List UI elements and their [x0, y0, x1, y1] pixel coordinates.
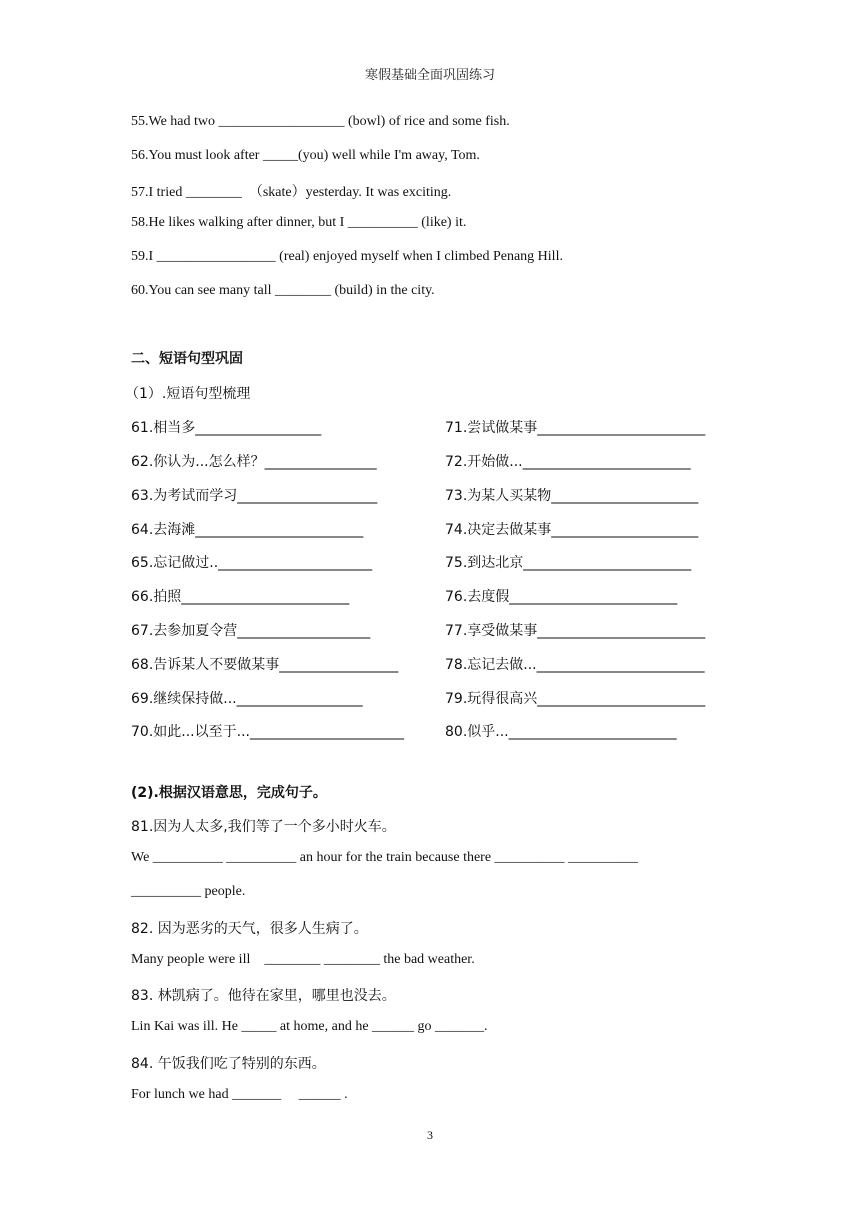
page-header: 寒假基础全面巩固练习: [364, 68, 495, 83]
sentence-84-chinese: 84. 午饭我们吃了特别的东西。: [131, 1056, 326, 1072]
phrase-75: 75.到达北京________________________: [445, 555, 692, 571]
phrase-64: 64.去海滩________________________: [131, 522, 364, 538]
phrase-79: 79.玩得很高兴________________________: [445, 691, 706, 707]
exercise-57: 57.I tried ________ （skate）yesterday. It was exciting.: [131, 185, 452, 200]
phrase-74: 74.决定去做某事_____________________: [445, 522, 699, 538]
phrase-63: 63.为考试而学习____________________: [131, 488, 378, 504]
subsection-1-title: （1）.短语句型梳理: [125, 386, 251, 402]
sentence-82-english: Many people were ill ________ ________ the bad weather.: [131, 952, 475, 967]
exercise-60: 60.You can see many tall ________ (build) in the city.: [131, 283, 435, 298]
subsection-2-title: (2).根据汉语意思，完成句子。: [131, 785, 327, 801]
section-title: 二、短语句型巩固: [131, 351, 243, 367]
page-number: 3: [427, 1128, 433, 1142]
sentence-81-english: We __________ __________ an hour for the train because there __________ __________: [131, 850, 639, 865]
phrase-78: 78.忘记去做...________________________: [445, 657, 705, 673]
sentence-81-chinese: 81.因为人太多,我们等了一个多小时火车。: [131, 819, 396, 835]
sentence-82-chinese: 82. 因为恶劣的天气，很多人生病了。: [131, 921, 368, 937]
phrase-68: 68.告诉某人不要做某事_________________: [131, 657, 399, 673]
phrase-77: 77.享受做某事________________________: [445, 623, 706, 639]
exercise-56: 56.You must look after _____(you) well while I'm away, Tom.: [131, 148, 480, 163]
phrase-73: 73.为某人买某物_____________________: [445, 488, 699, 504]
sentence-83-chinese: 83. 林凯病了。他待在家里，哪里也没去。: [131, 988, 396, 1004]
phrase-69: 69.继续保持做...__________________: [131, 691, 363, 707]
exercise-55: 55.We had two __________________ (bowl) of rice and some fish.: [131, 114, 510, 129]
phrase-67: 67.去参加夏令营___________________: [131, 623, 371, 639]
sentence-83-english: Lin Kai was ill. He _____ at home, and he ______ go _______.: [131, 1019, 488, 1034]
phrase-80: 80.似乎...________________________: [445, 724, 677, 740]
phrase-71: 71.尝试做某事________________________: [445, 420, 706, 436]
exercise-59: 59.I _________________ (real) enjoyed myself when I climbed Penang Hill.: [131, 249, 563, 264]
exercise-58: 58.He likes walking after dinner, but I __________ (like) it.: [131, 215, 467, 230]
phrase-66: 66.拍照________________________: [131, 589, 350, 605]
phrase-70: 70.如此...以至于...______________________: [131, 724, 404, 740]
phrase-61: 61.相当多__________________: [131, 420, 322, 436]
phrase-76: 76.去度假________________________: [445, 589, 678, 605]
phrase-65: 65.忘记做过..______________________: [131, 555, 373, 571]
sentence-81-english-cont: __________ people.: [131, 884, 246, 899]
phrase-62: 62.你认为...怎么样？________________: [131, 454, 377, 470]
phrase-72: 72.开始做...________________________: [445, 454, 691, 470]
sentence-84-english: For lunch we had _______ ______ .: [131, 1087, 348, 1102]
